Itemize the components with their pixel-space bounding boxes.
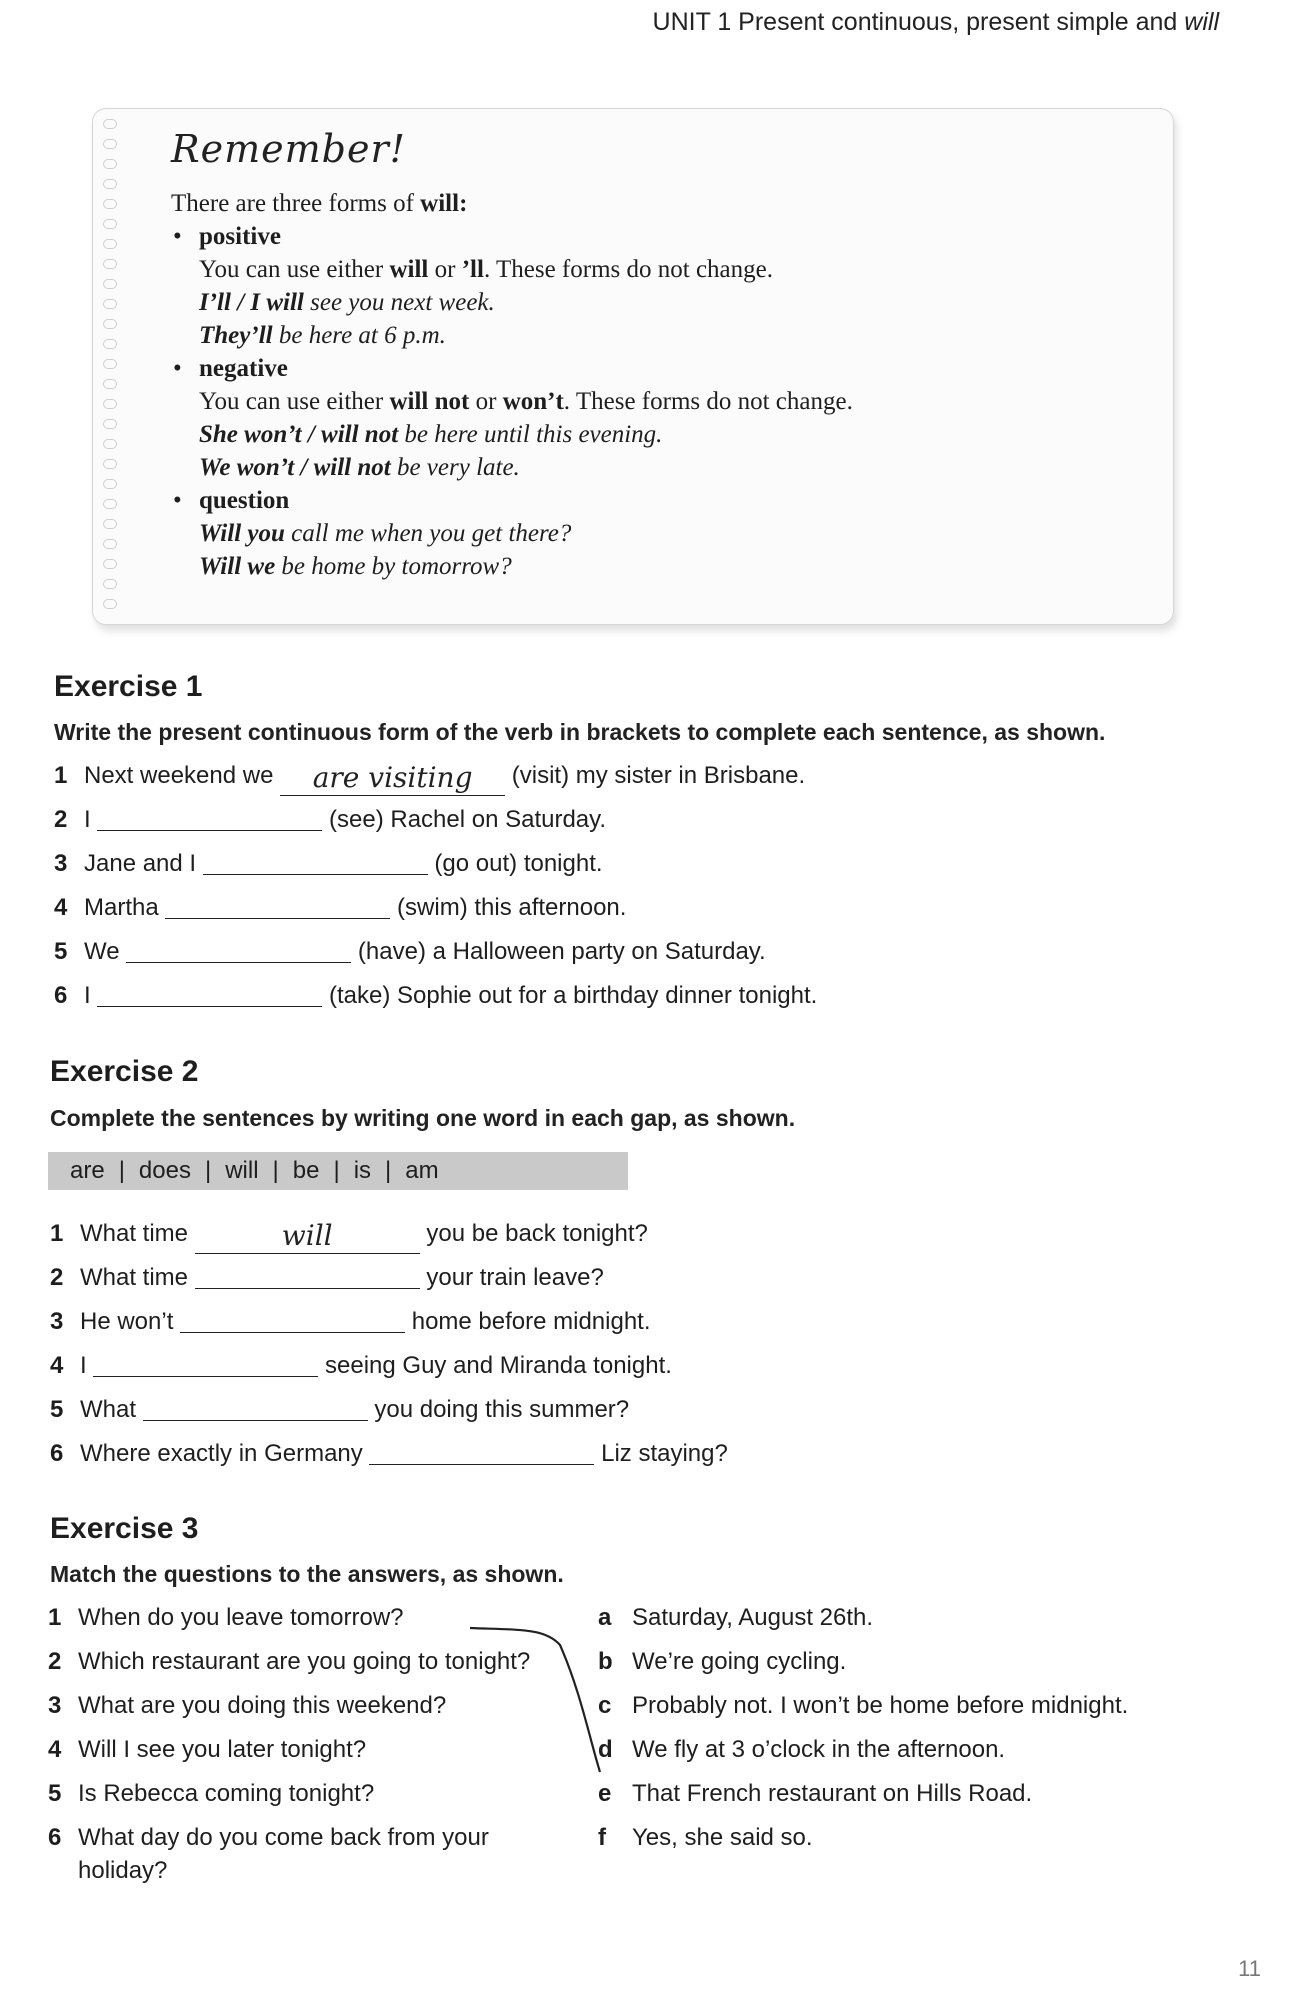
- answer-item[interactable]: a Saturday, August 26th.: [598, 1604, 874, 1631]
- negative-example-1: She won’t / will not be here until this evening.: [199, 421, 663, 448]
- exercise1-item: 1 Next weekend we are visiting (visit) my sister in Brisbane.: [54, 761, 806, 794]
- bullet-icon: •: [173, 487, 182, 514]
- positive-example-2: They’ll be here at 6 p.m.: [199, 322, 446, 349]
- question-example-2: Will we be home by tomorrow?: [199, 553, 512, 580]
- match-line-1-d: [470, 1628, 600, 1772]
- question-item[interactable]: 5 Is Rebecca coming tonight?: [48, 1780, 375, 1807]
- exercise1-instruction: Write the present continuous form of the verb in brackets to complete each sentence, as shown.: [54, 719, 1106, 745]
- question-item[interactable]: 6 What day do you come back from your holiday?: [48, 1824, 489, 1884]
- exercise2-item: 1 What time will you be back tonight?: [50, 1219, 648, 1252]
- positive-label: positive: [199, 223, 281, 250]
- question-example-1: Will you call me when you get there?: [199, 520, 572, 547]
- word-bank-word: does: [138, 1157, 191, 1184]
- answer-item[interactable]: f Yes, she said so.: [598, 1824, 813, 1851]
- answer-blank[interactable]: will: [195, 1225, 420, 1254]
- question-item[interactable]: 2 Which restaurant are you going to tonight?: [48, 1648, 531, 1675]
- intro-bold: will:: [420, 190, 468, 217]
- exercise2-item: 2 What time your train leave?: [50, 1256, 728, 1300]
- negative-label: negative: [199, 355, 288, 382]
- answer-item[interactable]: b We’re going cycling.: [598, 1648, 847, 1675]
- question-item[interactable]: 1 When do you leave tomorrow?: [48, 1604, 404, 1631]
- exercise2-item: 6 Where exactly in Germany Liz staying?: [50, 1432, 728, 1476]
- word-bank-word: will: [225, 1157, 259, 1184]
- remember-title: Remember!: [171, 127, 406, 171]
- exercise2-item: 5 What you doing this summer?: [50, 1388, 728, 1432]
- positive-example-1: I’ll / I will see you next week.: [199, 289, 495, 316]
- exercise2-heading: Exercise 2: [50, 1055, 199, 1088]
- answer-item[interactable]: d We fly at 3 o’clock in the afternoon.: [598, 1736, 1006, 1763]
- word-bank: are | does | will | be | is | am: [48, 1152, 628, 1190]
- word-bank-word: is: [353, 1157, 372, 1184]
- exercise1-item: 6 I (take) Sophie out for a birthday dinner tonight.: [54, 974, 817, 1018]
- answer-item[interactable]: c Probably not. I won’t be home before midnight.: [598, 1692, 1129, 1719]
- exercise3-heading: Exercise 3: [50, 1512, 199, 1545]
- exercise2-item: 4 I seeing Guy and Miranda tonight.: [50, 1344, 728, 1388]
- positive-rule: You can use either will or ’ll. These forms do not change.: [199, 256, 773, 283]
- unit-header-italic: will: [1184, 8, 1219, 36]
- exercise1-item: 4 Martha (swim) this afternoon.: [54, 886, 817, 930]
- exercise1-item: 3 Jane and I (go out) tonight.: [54, 842, 817, 886]
- question-label: question: [199, 487, 290, 514]
- bullet-icon: •: [173, 223, 182, 250]
- page-number: 11: [1238, 1956, 1261, 1981]
- negative-rule: You can use either will not or won’t. These forms do not change.: [199, 388, 853, 415]
- word-bank-word: be: [292, 1157, 320, 1184]
- unit-header-text: UNIT 1 Present continuous, present simple and: [652, 8, 1185, 36]
- exercise2-instruction: Complete the sentences by writing one word in each gap, as shown.: [50, 1105, 796, 1131]
- exercise2-item: 3 He won’t home before midnight.: [50, 1300, 728, 1344]
- question-item[interactable]: 4 Will I see you later tonight?: [48, 1736, 367, 1763]
- question-item[interactable]: 3 What are you doing this weekend?: [48, 1692, 447, 1719]
- answer-blank[interactable]: are visiting: [280, 767, 505, 796]
- exercise1-heading: Exercise 1: [54, 670, 203, 703]
- bullet-icon: •: [173, 355, 182, 382]
- word-bank-word: are: [70, 1157, 105, 1184]
- exercise1-item: 5 We (have) a Halloween party on Saturday.: [54, 930, 817, 974]
- word-bank-word: am: [405, 1157, 439, 1184]
- exercise1-item: 2 I (see) Rachel on Saturday.: [54, 798, 817, 842]
- intro-text: There are three forms of: [171, 190, 421, 217]
- negative-example-2: We won’t / will not be very late.: [199, 454, 520, 481]
- answer-item[interactable]: e That French restaurant on Hills Road.: [598, 1780, 1033, 1807]
- exercise3-instruction: Match the questions to the answers, as shown.: [50, 1561, 564, 1587]
